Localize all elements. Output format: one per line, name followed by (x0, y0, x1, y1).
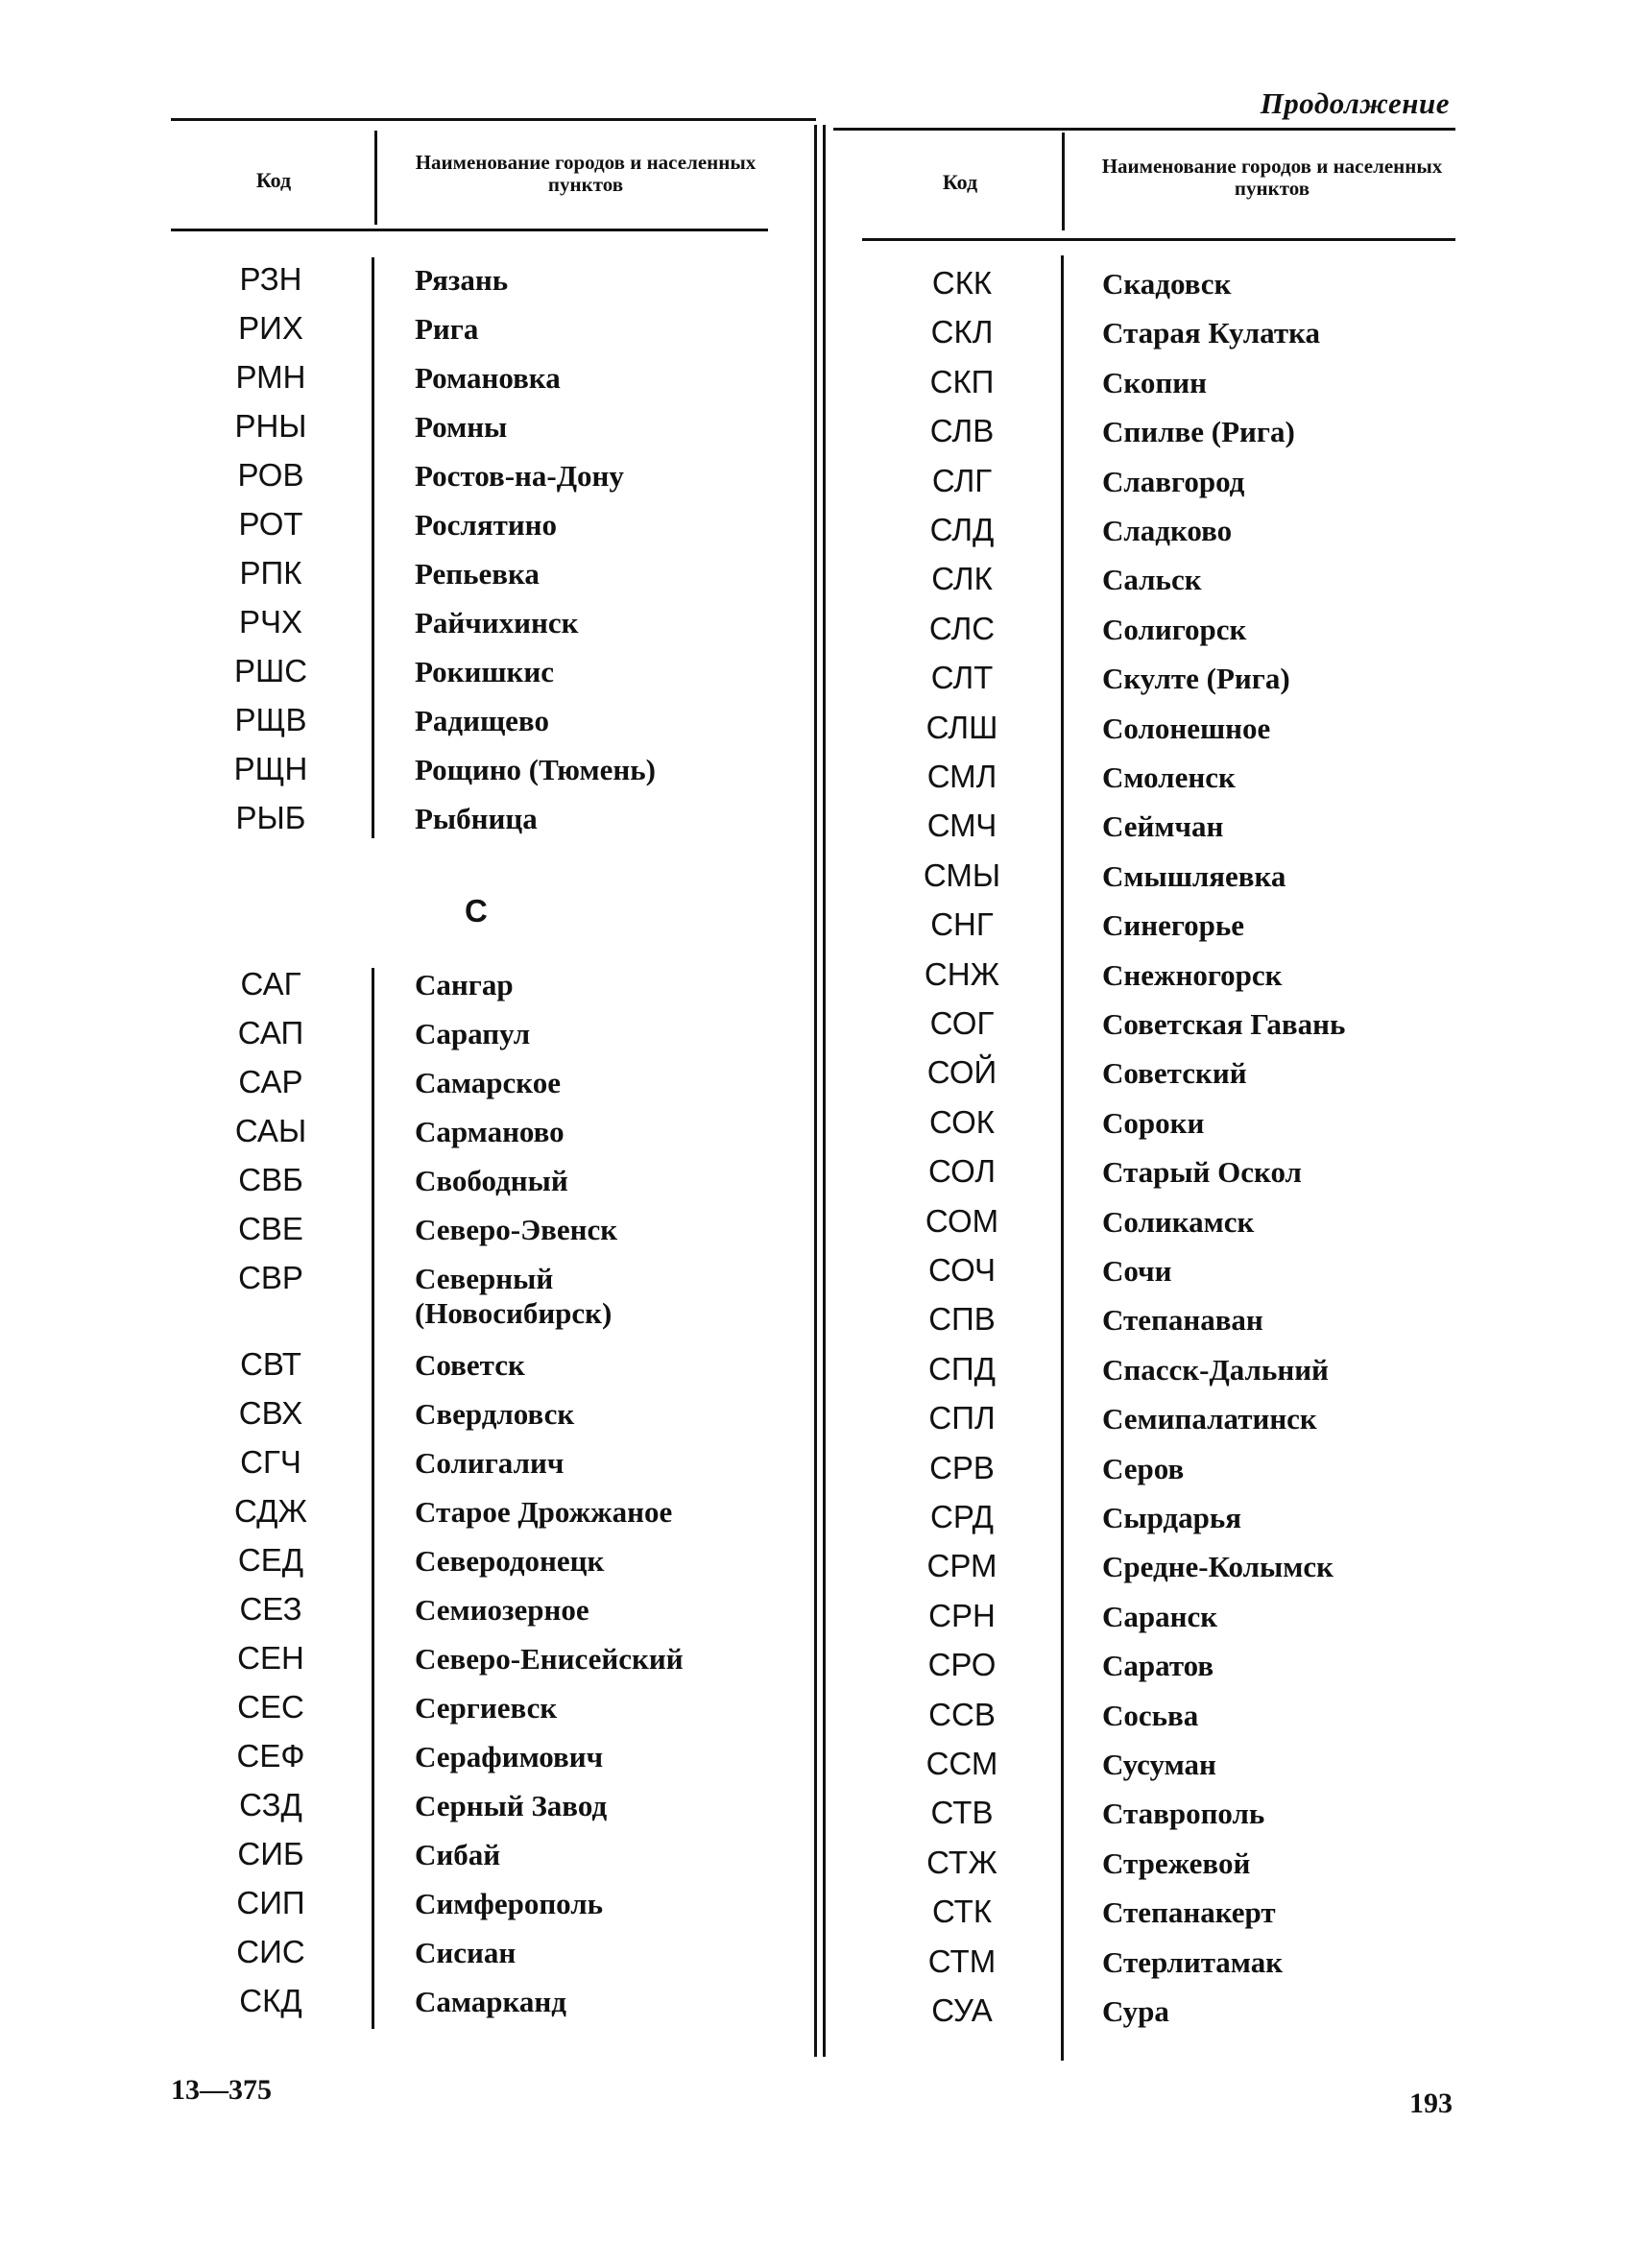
row-name: Сосьва (1102, 1698, 1199, 1732)
row-name: Старая Кулатка (1102, 316, 1320, 350)
top-rule-right (833, 128, 1455, 131)
row-name: Рыбница (415, 802, 538, 835)
row-name: Сарманово (415, 1115, 565, 1148)
page-number: 193 (1409, 2087, 1453, 2119)
row-name: Северо-Енисейский (415, 1642, 684, 1676)
row-code: СГЧ (240, 1444, 301, 1480)
row-name: Средне-Колымск (1102, 1550, 1334, 1584)
row-name: Скопин (1102, 365, 1207, 399)
row-code: РПК (239, 555, 302, 591)
header-name-left: Наименование городов и населенных пунктов (415, 151, 757, 197)
row-code: САР (238, 1064, 303, 1099)
row-name: Рослятино (415, 508, 558, 542)
row-name: Саранск (1102, 1599, 1218, 1633)
row-code: СДЖ (234, 1493, 307, 1529)
row-name: Снежногорск (1102, 957, 1283, 992)
row-name: Сладково (1102, 514, 1233, 547)
row-code: СЛШ (925, 709, 998, 745)
row-code: РЩН (233, 751, 308, 786)
row-name: Спасск-Дальний (1102, 1352, 1329, 1387)
row-name: Степанакерт (1102, 1895, 1276, 1930)
row-name: Сарапул (415, 1017, 531, 1050)
row-code: СЛД (929, 512, 995, 547)
row-code: СИБ (237, 1836, 304, 1871)
row-code: РМН (235, 359, 306, 395)
row-code: РЗН (239, 261, 302, 297)
row-code: СОЛ (927, 1153, 997, 1190)
row-name: Синегорье (1102, 908, 1245, 943)
row-name: Солонешное (1102, 711, 1271, 745)
signature-mark: 13—375 (171, 2074, 272, 2106)
row-name: Спилве (Рига) (1102, 415, 1295, 449)
row-code: СВХ (238, 1395, 303, 1431)
row-name: Скадовск (1102, 267, 1232, 301)
row-name: Репьевка (415, 557, 540, 591)
header-rule-right (862, 238, 1455, 241)
row-name: Серов (1102, 1451, 1185, 1485)
row-code: СКЛ (930, 314, 994, 350)
row-code: РЧХ (238, 604, 303, 639)
row-name: Смоленск (1102, 760, 1236, 794)
right-divider (1061, 255, 1064, 2061)
row-code: СКК (931, 265, 993, 301)
row-code: СТВ (930, 1795, 994, 1831)
row-name: Ромны (415, 410, 508, 444)
row-code: СВЕ (238, 1211, 303, 1246)
header-rule-left (171, 229, 768, 231)
row-name: Симферополь (415, 1887, 604, 1920)
row-name: Соликамск (1102, 1204, 1255, 1239)
row-code: СЛВ (929, 413, 995, 449)
row-name: Северный (415, 1262, 554, 1295)
row-code: СПВ (928, 1301, 996, 1338)
row-name: Стерлитамак (1102, 1944, 1284, 1979)
row-code: СЛТ (930, 660, 994, 696)
row-code: СОМ (925, 1202, 999, 1239)
row-code: СВР (238, 1260, 303, 1295)
row-code: СОК (929, 1103, 995, 1140)
center-double-rule-a (814, 125, 817, 2057)
center-double-rule-b (823, 125, 826, 2057)
row-name: Ставрополь (1102, 1797, 1265, 1831)
row-name: Сочи (1102, 1254, 1172, 1288)
row-code: РИХ (238, 310, 303, 346)
row-name: Сисиан (415, 1936, 517, 1969)
row-code: СРМ (926, 1548, 997, 1584)
row-code: РОВ (237, 457, 304, 493)
row-code: СМЫ (923, 857, 1001, 893)
row-code: СВТ (240, 1346, 301, 1382)
row-name: Романовка (415, 361, 561, 395)
row-code: СРД (930, 1499, 994, 1534)
row-code: СОЙ (926, 1054, 997, 1091)
row-code: СКП (929, 363, 995, 399)
row-code: СТЖ (926, 1844, 997, 1880)
row-name: Старый Оскол (1102, 1155, 1302, 1190)
row-code: СЛГ (931, 462, 993, 498)
row-name: Советская Гавань (1102, 1007, 1346, 1041)
row-name: Сальск (1102, 563, 1202, 597)
row-code: СТК (931, 1894, 993, 1930)
row-code: СМЛ (926, 759, 997, 794)
row-code: САГ (240, 966, 301, 1001)
row-name: Рига (415, 312, 479, 346)
row-name: Старое Дрожжаное (415, 1495, 673, 1529)
row-code: СНЖ (924, 955, 1000, 992)
row-name: Самарское (415, 1066, 562, 1099)
row-name: Солигорск (1102, 612, 1247, 646)
row-name: Северодонецк (415, 1544, 605, 1578)
row-code: РШС (233, 653, 308, 688)
row-name: Семиозерное (415, 1593, 589, 1627)
row-name: Стрежевой (1102, 1846, 1251, 1880)
continuation-label: Продолжение (1260, 86, 1450, 120)
row-name: Степанаван (1102, 1303, 1263, 1338)
row-name: Ростов-на-Дону (415, 459, 624, 493)
row-code: СЕД (237, 1542, 304, 1578)
right-header-divider (1062, 133, 1065, 230)
row-code: СРВ (929, 1449, 995, 1485)
row-code: СЗД (239, 1787, 302, 1822)
row-code: СИС (236, 1934, 305, 1969)
row-name: Саратов (1102, 1649, 1214, 1683)
row-code: СТМ (927, 1942, 997, 1979)
header-name-right: Наименование городов и населенных пунктов (1101, 155, 1443, 201)
row-code: СОЧ (927, 1252, 997, 1288)
left-divider-r (372, 257, 374, 838)
left-divider-s (372, 968, 374, 2029)
row-name: Серафимович (415, 1740, 604, 1773)
row-name: Свердловск (415, 1397, 575, 1431)
row-name: Радищево (415, 704, 549, 737)
row-code: СЛС (928, 610, 996, 646)
row-name: Свободный (415, 1164, 568, 1197)
row-code: СНГ (930, 906, 994, 943)
row-code: СУА (931, 1992, 993, 2028)
row-name: Райчихинск (415, 606, 579, 639)
row-name: Смышляевка (1102, 858, 1286, 893)
row-code: СПД (928, 1350, 996, 1387)
row-code: СОГ (929, 1005, 995, 1041)
row-name: Семипалатинск (1102, 1402, 1317, 1436)
row-name: Советский (1102, 1056, 1247, 1091)
row-name: Советск (415, 1348, 525, 1382)
row-code: СРО (927, 1647, 997, 1683)
row-name: Сура (1102, 1994, 1169, 2028)
row-name: Сороки (1102, 1105, 1205, 1140)
section-letter: С (465, 893, 488, 929)
top-rule-left (171, 118, 816, 121)
row-code: ССВ (928, 1696, 996, 1732)
row-name: Солигалич (415, 1446, 565, 1480)
row-code: СВБ (238, 1162, 303, 1197)
row-code: СЛК (931, 561, 993, 597)
row-name: Северо-Эвенск (415, 1213, 618, 1246)
row-name: Самарканд (415, 1985, 566, 2018)
row-name: Сергиевск (415, 1691, 558, 1725)
row-code: РОТ (238, 506, 303, 542)
header-code-right: Код (942, 170, 978, 194)
row-code: РЫБ (235, 800, 306, 835)
row-name: Сырдарья (1102, 1501, 1242, 1534)
row-code: СПЛ (928, 1400, 996, 1436)
row-name: Сеймчан (1102, 809, 1224, 844)
row-code: СКД (239, 1983, 302, 2018)
row-code: РЩВ (234, 702, 307, 737)
row-name: Серный Завод (415, 1789, 608, 1822)
row-code: СЕФ (236, 1738, 305, 1773)
row-name: Рокишкис (415, 655, 555, 688)
row-name: Сусуман (1102, 1748, 1216, 1781)
left-header-divider (374, 131, 377, 225)
row-code: СЕС (237, 1689, 304, 1725)
row-name: Сангар (415, 968, 514, 1001)
row-code: СМЧ (926, 808, 997, 844)
row-name: Рязань (415, 263, 509, 297)
row-code: САЫ (234, 1113, 307, 1148)
row-name: Славгород (1102, 464, 1245, 498)
row-code: САП (237, 1015, 304, 1050)
row-name: Сибай (415, 1838, 501, 1871)
row-code: СЕН (237, 1640, 304, 1676)
row-name: Рощино (Тюмень) (415, 753, 656, 786)
row-code: СЕЗ (239, 1591, 302, 1627)
row-code: ССМ (925, 1746, 998, 1781)
row-code: РНЫ (234, 408, 307, 444)
header-code-left: Код (255, 168, 292, 192)
row-code: СИП (236, 1885, 305, 1920)
row-code: СРН (928, 1597, 996, 1633)
row-name: Скулте (Рига) (1102, 662, 1290, 696)
row-name-continued: (Новосибирск) (415, 1296, 613, 1330)
